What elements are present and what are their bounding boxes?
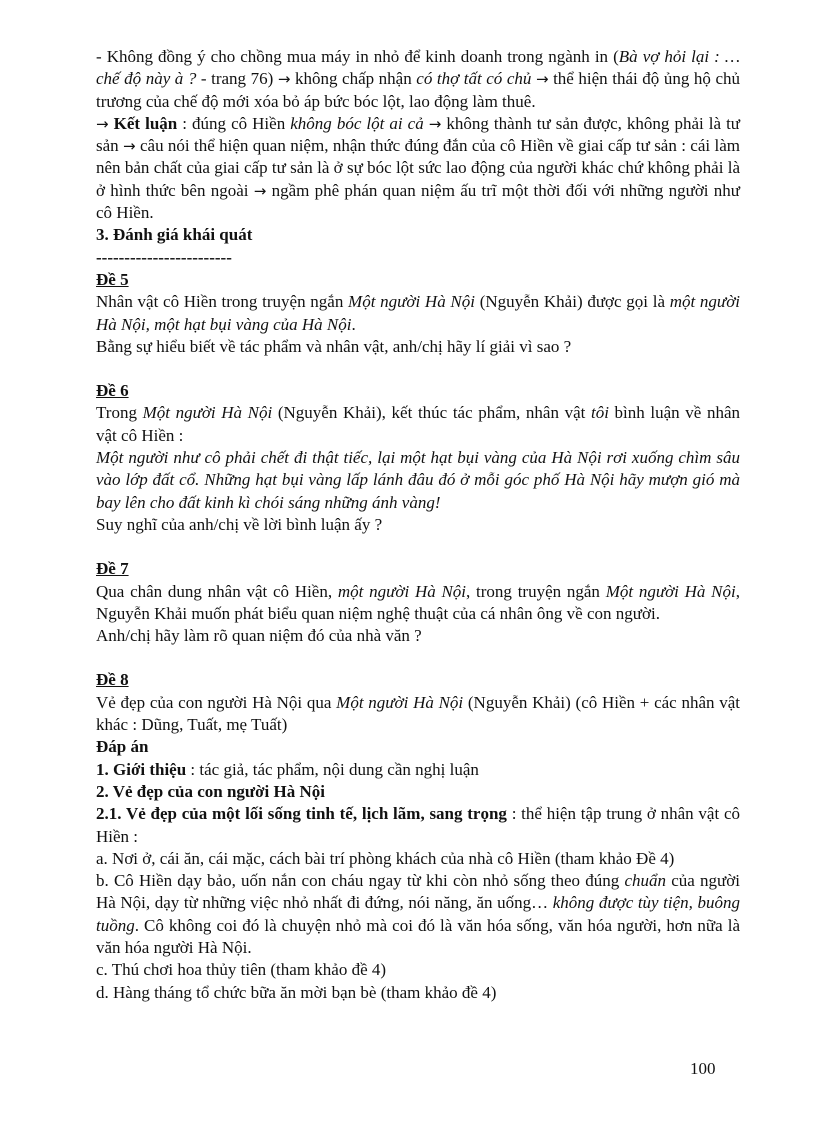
de7-paragraph: Qua chân dung nhân vật cô Hiền, một người Hà Nội, trong truyện ngắn Một người Hà Nội, Nguyễn Khải muốn phát biểu quan niệm nghệ thuật của cá nhân ông về con người.	[96, 581, 740, 623]
de7-title: Đề 7	[96, 559, 129, 579]
paragraph: - Không đồng ý cho chồng mua máy in nhỏ để kinh doanh trong ngành in (Bà vợ hỏi lại : … chế độ này à ? - trang 76) → không chấp nhận có thợ tất có chủ → thể hiện thái độ ủng hộ chủ trương của chế độ mới xóa bỏ áp bức bóc lột, lao động làm thuê.	[96, 47, 740, 111]
document-page	[96, 46, 740, 1004]
section-heading: 3. Đánh giá khái quát	[96, 225, 253, 245]
de5-question: Bằng sự hiểu biết về tác phẩm và nhân vật, anh/chị hãy lí giải vì sao ?	[96, 336, 572, 356]
de6-quote: Một người như cô phải chết đi thật tiếc, lại một hạt bụi vàng của Hà Nội rơi xuống chìm sâu vào lớp đất cổ. Những hạt bụi vàng lấp lánh đâu đó ở mỗi góc phố Hà Nội hãy mượn gió mà bay lên cho đất kinh kì chói sáng những ánh vàng!	[96, 448, 740, 512]
de5-paragraph: Nhân vật cô Hiền trong truyện ngắn Một người Hà Nội (Nguyễn Khải) được gọi là một người Hà Nội, một hạt bụi vàng của Hà Nội.	[96, 292, 740, 334]
list-item-d: d. Hàng tháng tổ chức bữa ăn mời bạn bè (tham khảo đề 4)	[96, 982, 497, 1002]
arrow-right-icon: →	[535, 70, 549, 89]
page-number: 100	[690, 1059, 716, 1078]
de6-question: Suy nghĩ của anh/chị về lời bình luận ấy ?	[96, 514, 383, 534]
de7-question: Anh/chị hãy làm rõ quan niệm đó của nhà văn ?	[96, 626, 422, 646]
divider: ------------------------	[96, 247, 232, 267]
list-item-b: b. Cô Hiền dạy bảo, uốn nắn con cháu ngay từ khi còn nhỏ sống theo đúng chuẩn của người Hà Nội, dạy từ những việc nhỏ nhất đi đứng, nói năng, ăn uống… không được tùy tiện, buông tuồng. Cô không coi đó là chuyện nhỏ mà coi đó là văn hóa sống, văn hóa người, hơn nữa là văn hóa người Hà Nội.	[96, 871, 740, 957]
de6-paragraph: Trong Một người Hà Nội (Nguyễn Khải), kết thúc tác phẩm, nhân vật tôi bình luận về nhân vật cô Hiền :	[96, 403, 741, 445]
list-item-c: c. Thú chơi hoa thủy tiên (tham khảo đề 4)	[96, 960, 387, 980]
de6-title: Đề 6	[96, 381, 129, 401]
arrow-right-icon: →	[96, 114, 109, 133]
answer-heading: Đáp án	[96, 737, 149, 757]
intro-item: 1. Giới thiệu : tác giả, tác phẩm, nội dung cần nghị luận	[96, 759, 479, 779]
de8-paragraph: Vẻ đẹp của con người Hà Nội qua Một người Hà Nội (Nguyễn Khải) (cô Hiền + các nhân vật khác : Dũng, Tuất, mẹ Tuất)	[96, 692, 740, 735]
conclusion-paragraph: → Kết luận : đúng cô Hiền không bóc lột ai cả → không thành tư sản được, không phải là tư sản → câu nói thể hiện quan niệm, nhận thức đúng đắn của cô Hiền về giai cấp tư sản : cái làm nên bản chất của giai cấp tư sản là ở sự bóc lột sức lao động của người khác chứ không phải là ở hình thức bên ngoài → ngầm phê phán quan niệm ấu trĩ một thời đối với những người như cô Hiền.	[96, 113, 741, 223]
de5-title: Đề 5	[96, 269, 129, 289]
arrow-right-icon: →	[428, 114, 442, 133]
list-item-a: a. Nơi ở, cái ăn, cái mặc, cách bài trí phòng khách của nhà cô Hiền (tham khảo Đề 4)	[96, 848, 675, 868]
section-2-heading: 2. Vẻ đẹp của con người Hà Nội	[96, 781, 325, 801]
arrow-right-icon: →	[123, 137, 136, 156]
arrow-right-icon: →	[253, 181, 267, 200]
section-2-1: 2.1. Vẻ đẹp của một lối sống tinh tế, lịch lãm, sang trọng : thể hiện tập trung ở nhân vật cô Hiền :	[96, 804, 740, 846]
arrow-right-icon: →	[277, 70, 291, 89]
de8-title: Đề 8	[96, 670, 129, 690]
